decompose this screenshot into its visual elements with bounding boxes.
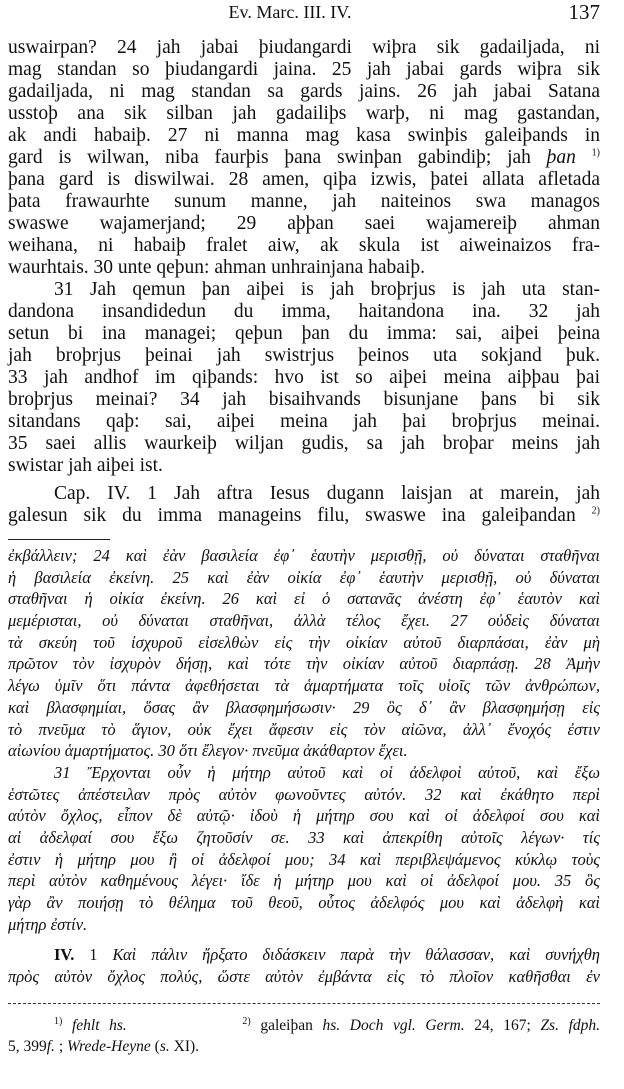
text-segment: ἐκβάλλειν; 24 καὶ ἐὰν βασιλεία ἐφ᾽ ἑαυτὴν μερισθῇ, οὐ δύναται σταθῆναι (8, 546, 600, 565)
text-segment: gard is wilwan, niba faurþis þana swinþan gabindiþ; jah (8, 147, 547, 168)
text-segment: σταθῆναι ἡ οἰκία ἐκείνη. 26 καὶ εἰ ὁ σατανᾶς ἀνέστη ἐφ᾽ ἑαυτὸν καὶ (8, 589, 600, 609)
section-divider (8, 539, 110, 540)
text-segment: ak andi habaiþ. 27 ni manna mag kasa swinþis galeiþands in (8, 125, 600, 146)
text-line (8, 301, 600, 323)
text-line (8, 323, 600, 345)
text-line (8, 849, 600, 871)
text-line (8, 169, 600, 191)
text-segment: καὶ βλασφημίαι, ὅσας ἂν βλασφημήσωσιν· 29 ὃς δ᾽ ἂν βλασφημήσῃ εἰς (8, 697, 600, 717)
text-line (8, 411, 600, 433)
text-line (8, 632, 600, 654)
text-segment: 1 (89, 945, 98, 964)
text-segment: περὶ αὐτὸν καθημένους λέγει· ἴδε ἡ μήτηρ μου καὶ οἱ ἀδελφοί μου. 35 ὃς (8, 871, 600, 891)
text-line (8, 483, 600, 505)
text-line (8, 125, 600, 147)
text-segment: s. (159, 1038, 170, 1055)
text-segment: Cap. IV. 1 Jah aftra Iesus dugann laisjan at marein, jah (54, 483, 600, 504)
text-segment: Wrede-Heyne (67, 1038, 151, 1055)
text-line (8, 805, 600, 827)
text-segment: ἑστῶτες ἀπέστειλαν πρὸς αὐτὸν φωνοῦντες αὐτόν. 32 καὶ ἐκάθητο περὶ (8, 784, 600, 804)
greek-text-chapter-4 (8, 944, 600, 987)
text-line (8, 455, 600, 477)
page-number: 137 (568, 0, 600, 24)
text-line (8, 389, 600, 411)
text-segment: 31 Ἔρχονται οὖν ἡ μήτηρ αὐτοῦ καὶ οἱ ἀδελφοὶ αὐτοῦ, καὶ ἔξω (54, 762, 600, 782)
text-segment (576, 147, 592, 168)
text-segment: XI). (169, 1038, 200, 1055)
text-line (8, 653, 600, 675)
footnote-marker: 2) (591, 505, 600, 517)
text-segment: λέγω ὑμῖν ὅτι πάντα ἀφεθήσεται τὰ ἁμαρτήματα τοῖς υἱοῖς τῶν ἀνθρώπων, (8, 676, 600, 696)
text-segment: jah broþrjus þeinai jah swistrjus þeinos uta sokjand þuk. (8, 345, 600, 366)
text-line (8, 740, 600, 762)
text-line (8, 345, 600, 367)
text-line (8, 235, 600, 257)
text-line (8, 37, 600, 59)
text-segment: þata frawaurhte sunum manne, jah naiteinos swa managos (8, 191, 600, 212)
text-line (8, 827, 600, 849)
text-segment: dandona insandidedun du imma, haitandona ina. 32 jah (8, 301, 600, 322)
text-line (8, 762, 600, 784)
text-segment: galesun sik du imma manageins filu, swaswe ina galeiþandan (8, 505, 592, 526)
text-segment: 33 jah andhof im qiþands: hvo ist so aiþei meina aiþþau þai (8, 367, 600, 388)
text-segment: f. (46, 1038, 55, 1055)
text-segment: αἰωνίου ἁμαρτήματος. 30 ὅτι ἔλεγον· πνεῦμα ἀκάθαρτον ἔχει. (8, 741, 408, 761)
text-line (8, 257, 600, 279)
text-segment: τὸ πνεῦμα τὸ ἅγιον, οὐκ ἔχει ἄφεσιν εἰς τὸν αἰῶνα, ἀλλ᾽ ἔνοχός ἐστιν (8, 719, 600, 739)
text-segment: mag standan so þiudangardi jaina. 25 jah jabai gards wiþra sik (8, 59, 600, 80)
text-segment: galeiþan (250, 1017, 323, 1034)
text-line (8, 147, 600, 169)
text-line (8, 610, 600, 632)
text-segment: Καὶ πάλιν ἤρξατο διδάσκειν παρὰ τὴν θάλασσαν, καὶ συνήχθη (97, 945, 600, 964)
gothic-text-chapter-3 (8, 37, 600, 477)
text-segment: 31 Jah qemun þan aiþei is jah broþrjus is jah uta stan- (54, 279, 600, 300)
text-line (8, 213, 600, 235)
text-segment: setun bi ina managei; qeþun þan du imma: sai, aiþei þeina (8, 323, 600, 344)
text-segment: broþrjus meinai? 34 jah bisaihvands bisunjane þans bi sik (8, 389, 600, 410)
text-line (8, 103, 600, 125)
gothic-text-chapter-4 (8, 483, 600, 527)
text-segment: Doch vgl. Germ. (349, 1017, 465, 1034)
text-segment: usstoþ ana sik silban jah gadailiþs warþ, ni mag gastandan, (8, 103, 600, 124)
text-line (8, 1036, 600, 1057)
text-segment: gadailjada, ni mag standan sa gards jains. 26 jah jabai Satana (8, 81, 600, 102)
text-segment: swistar jah aiþei ist. (8, 455, 163, 476)
text-line (8, 81, 600, 103)
text-segment: sitandans qaþ: sai, aiþei meina jah þai broþrjus meinai. (8, 411, 600, 432)
text-segment: hs. (322, 1017, 341, 1034)
text-segment: uswairpan? 24 jah jabai þiudangardi wiþra sik gadailjada, ni (8, 37, 600, 58)
text-segment: weihana, ni habaiþ fralet aiw, ak skula ist aiweinaizos fra- (8, 235, 600, 256)
text-line (8, 697, 600, 719)
footnotes (8, 1015, 600, 1057)
text-segment: αἱ ἀδελφαί σου ἔξω ζητοῦσίν σε. 33 καὶ ἀπεκρίθη αὐτοῖς λέγων· τίς (8, 827, 600, 847)
text-line (8, 59, 600, 81)
text-line (8, 367, 600, 389)
text-segment: Zs. fdph. (540, 1017, 601, 1034)
text-segment: ἡ βασιλεία ἐκείνη. 25 καὶ ἐὰν οἰκία ἐφ᾽ ἑαυτὴν μερισθῇ, οὐ δύναται (8, 567, 600, 587)
text-segment: ( (150, 1038, 160, 1055)
text-line (8, 567, 600, 589)
text-segment: γὰρ ἂν ποιήσῃ τὸ θέλημα τοῦ θεοῦ, οὗτος ἀδελφός μου καὶ ἀδελφὴ καὶ (8, 893, 600, 912)
text-line (8, 433, 600, 455)
text-line (8, 279, 600, 301)
greek-text-chapter-3 (8, 545, 600, 935)
footnote-marker: 2) (242, 1015, 251, 1027)
text-segment: fehlt hs. (62, 1017, 127, 1034)
text-line (8, 892, 600, 914)
text-segment: μεμέρισται, οὐ δύναται σταθῆναι, ἀλλὰ τέλος ἔχει. 27 οὐδεὶς δύναται (8, 611, 600, 631)
text-line (8, 505, 600, 527)
running-header: Ev. Marc. III. IV. (228, 2, 352, 22)
text-segment: πρὸς αὐτὸν ὄχλος πολύς, ὥστε αὐτὸν ἐμβάντα εἰς τὸ πλοῖον καθῆσθαι ἐν (8, 966, 600, 986)
text-segment (340, 1017, 350, 1034)
text-segment: μήτηρ ἐστίν. (8, 914, 88, 934)
text-line (8, 870, 600, 892)
text-segment: πρῶτον τὸν ἰσχυρὸν δήσῃ, καὶ τότε τὴν οἰκίαν αὐτοῦ διαρπάσῃ. 28 Ἀμὴν (8, 654, 600, 674)
text-line (8, 545, 600, 567)
text-line (8, 191, 600, 213)
text-segment: ; (54, 1038, 67, 1055)
text-line (8, 944, 600, 966)
text-segment: 5, 399 (8, 1038, 47, 1055)
text-line (8, 784, 600, 806)
footnote-divider (8, 1003, 600, 1004)
text-segment: 24, 167; (464, 1017, 541, 1034)
footnote-marker: 1) (591, 147, 600, 159)
text-segment: swaswe wajamerjand; 29 aþþan saei wajamereiþ ahman (8, 213, 600, 234)
text-segment (74, 945, 89, 964)
text-line (8, 719, 600, 741)
text-line (8, 966, 600, 988)
text-segment: ἐστιν ἡ μήτηρ μου ἢ οἱ ἀδελφοί μου; 34 καὶ περιβλεψάμενος κύκλῳ τοὺς (8, 849, 600, 869)
text-segment: waurhtais. 30 unte qeþun: ahman unhrainjana habaiþ. (8, 257, 425, 278)
text-line (8, 1015, 600, 1036)
text-segment: τὰ σκεύη τοῦ ἰσχυροῦ εἰσελθὼν εἰς τὴν οἰκίαν αὐτοῦ διαρπάσαι, ἐὰν μὴ (8, 632, 600, 652)
text-line (8, 675, 600, 697)
text-segment (127, 1017, 243, 1034)
text-line (8, 914, 600, 936)
text-segment: αὐτὸν ὄχλος, εἶπον δὲ αὐτῷ· ἰδοὺ ἡ μήτηρ σου καὶ οἱ ἀδελφοί σου καὶ (8, 806, 600, 826)
footnote-marker: 1) (54, 1015, 63, 1027)
text-line (8, 588, 600, 610)
text-segment: IV. (54, 945, 75, 964)
text-segment: þan (546, 147, 576, 168)
text-segment: 35 saei allis waurkeiþ wiljan gudis, sa jah broþar meins jah (8, 433, 600, 454)
text-segment: þana gard is diswilwai. 28 amen, qiþa izwis, þatei allata afletada (8, 169, 600, 190)
